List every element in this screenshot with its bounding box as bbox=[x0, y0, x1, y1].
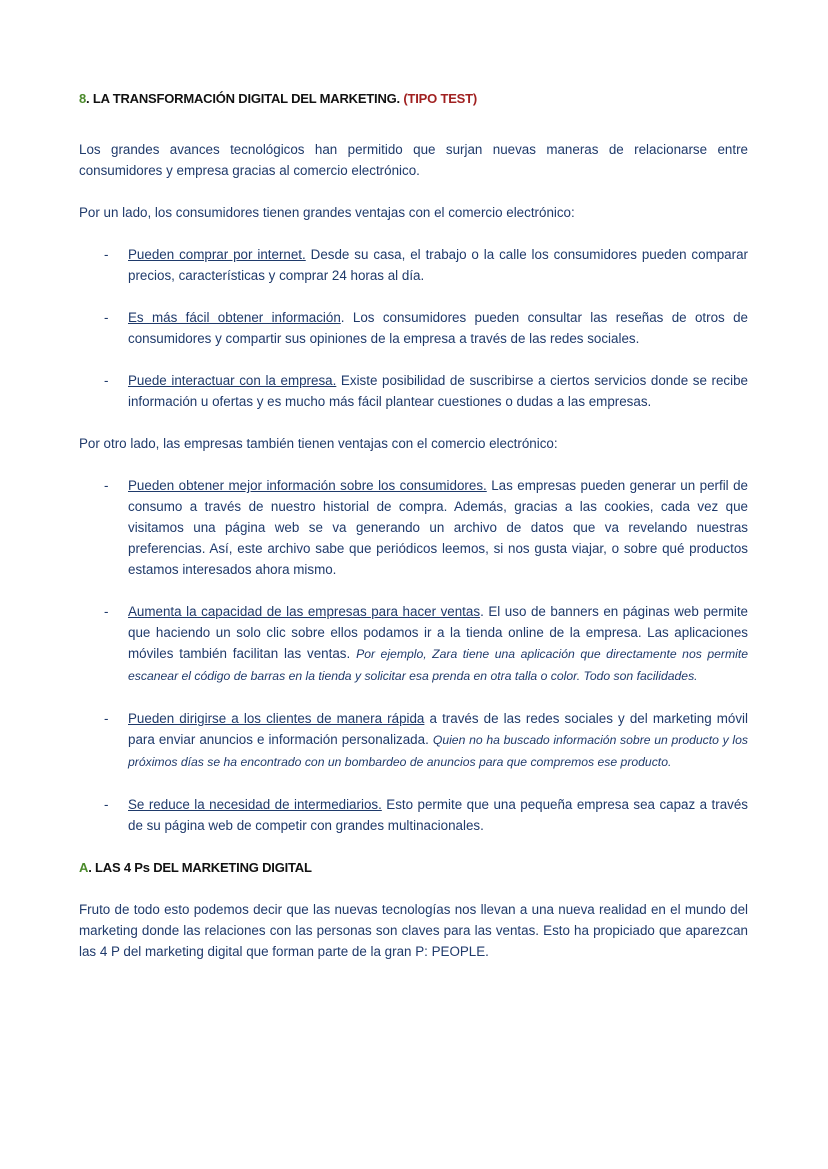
consumers-intro: Por un lado, los consumidores tienen grandes ventajas con el comercio electrónico: bbox=[79, 205, 575, 220]
test-tag: (TIPO TEST) bbox=[403, 91, 478, 106]
item-lead: Pueden dirigirse a los clientes de manera rápida bbox=[128, 711, 425, 726]
list-item bbox=[79, 307, 748, 349]
item-text: Esto permite que una pequeña empresa sea capaz a través de su página web de competir con grandes multinacionales. bbox=[128, 797, 749, 833]
item-lead: Pueden obtener mejor información sobre los consumidores. bbox=[128, 478, 487, 493]
item-lead: Se reduce la necesidad de intermediarios. bbox=[128, 797, 382, 812]
intro-paragraph: Los grandes avances tecnológicos han permitido que surjan nuevas maneras de relacionarse entre consumidores y empresa gracias al comercio electrónico. bbox=[79, 142, 748, 178]
item-text: Las empresas pueden generar un perfil de consumo a través de nuestro historial de compra. Además, gracias a las cookies, cada vez que visitamos una página web se va generando un archivo de datos que va revelando nuestras preferencias. Así, este archivo sabe que periódicos leemos, si nos gusta viajar, o sobre qué productos estamos interesados ahora mismo. bbox=[128, 478, 749, 577]
item-lead: Aumenta la capacidad de las empresas para hacer ventas bbox=[128, 604, 481, 619]
section-letter: A bbox=[79, 860, 89, 875]
item-lead: Es más fácil obtener información bbox=[128, 310, 341, 325]
list-dash: - bbox=[104, 478, 109, 493]
item-text: Existe posibilidad de suscribirse a ciertos servicios donde se recibe información u ofertas y es mucho más fácil plantear cuestiones o dudas a las empresas. bbox=[128, 373, 748, 409]
item-example: Quien no ha buscado información sobre un producto y los próximos días se ha encontrado con un bombardeo de anuncios para que compremos ese producto. bbox=[128, 733, 748, 769]
consumer-advantages-list bbox=[79, 244, 748, 412]
list-dash: - bbox=[104, 247, 109, 262]
item-text: . Los consumidores pueden consultar las reseñas de otros de consumidores y compartir sus opiniones de la empresa a través de las redes sociales. bbox=[128, 310, 749, 346]
list-item bbox=[79, 601, 748, 687]
item-text: a través de las redes sociales y del marketing móvil para enviar anuncios e información personalizada. bbox=[128, 711, 749, 747]
section-8-heading bbox=[79, 88, 748, 109]
companies-intro: Por otro lado, las empresas también tienen ventajas con el comercio electrónico: bbox=[79, 436, 558, 451]
list-dash: - bbox=[104, 373, 109, 388]
list-item bbox=[79, 370, 748, 412]
item-example: Por ejemplo, Zara tiene una aplicación que directamente nos permite escanear el código de barras en la tienda y solicitar esa prenda en otra talla o color. Todo son facilidades. bbox=[128, 647, 748, 683]
list-dash: - bbox=[104, 797, 109, 812]
list-dash: - bbox=[104, 604, 109, 619]
company-advantages-list bbox=[79, 475, 748, 836]
section-title: . LAS 4 Ps DEL MARKETING DIGITAL bbox=[88, 860, 312, 875]
list-item bbox=[79, 794, 748, 836]
section-a-heading bbox=[79, 857, 748, 878]
section-title: . LA TRANSFORMACIÓN DIGITAL DEL MARKETING. bbox=[86, 91, 404, 106]
item-text: . El uso de banners en páginas web permite que haciendo un solo clic sobre ellos podamos ir a la tienda online de la empresa. Las aplicaciones móviles también facilitan las ventas. bbox=[128, 604, 749, 661]
item-lead: Puede interactuar con la empresa. bbox=[128, 373, 337, 388]
list-item bbox=[79, 244, 748, 286]
item-text: Desde su casa, el trabajo o la calle los consumidores pueden comparar precios, características y comprar 24 horas al día. bbox=[128, 247, 748, 283]
item-lead: Pueden comprar por internet. bbox=[128, 247, 306, 262]
list-item bbox=[79, 708, 748, 773]
section-number: 8 bbox=[79, 91, 87, 106]
list-item bbox=[79, 475, 748, 580]
page-content bbox=[79, 88, 748, 962]
list-dash: - bbox=[104, 711, 109, 726]
list-dash: - bbox=[104, 310, 109, 325]
closing-paragraph: Fruto de todo esto podemos decir que las nuevas tecnologías nos llevan a una nueva realidad en el mundo del marketing donde las relaciones con las personas son claves para las ventas. Esto ha propiciado que aparezcan las 4 P del marketing digital que forman parte de la gran P: PEOPLE. bbox=[79, 902, 748, 959]
